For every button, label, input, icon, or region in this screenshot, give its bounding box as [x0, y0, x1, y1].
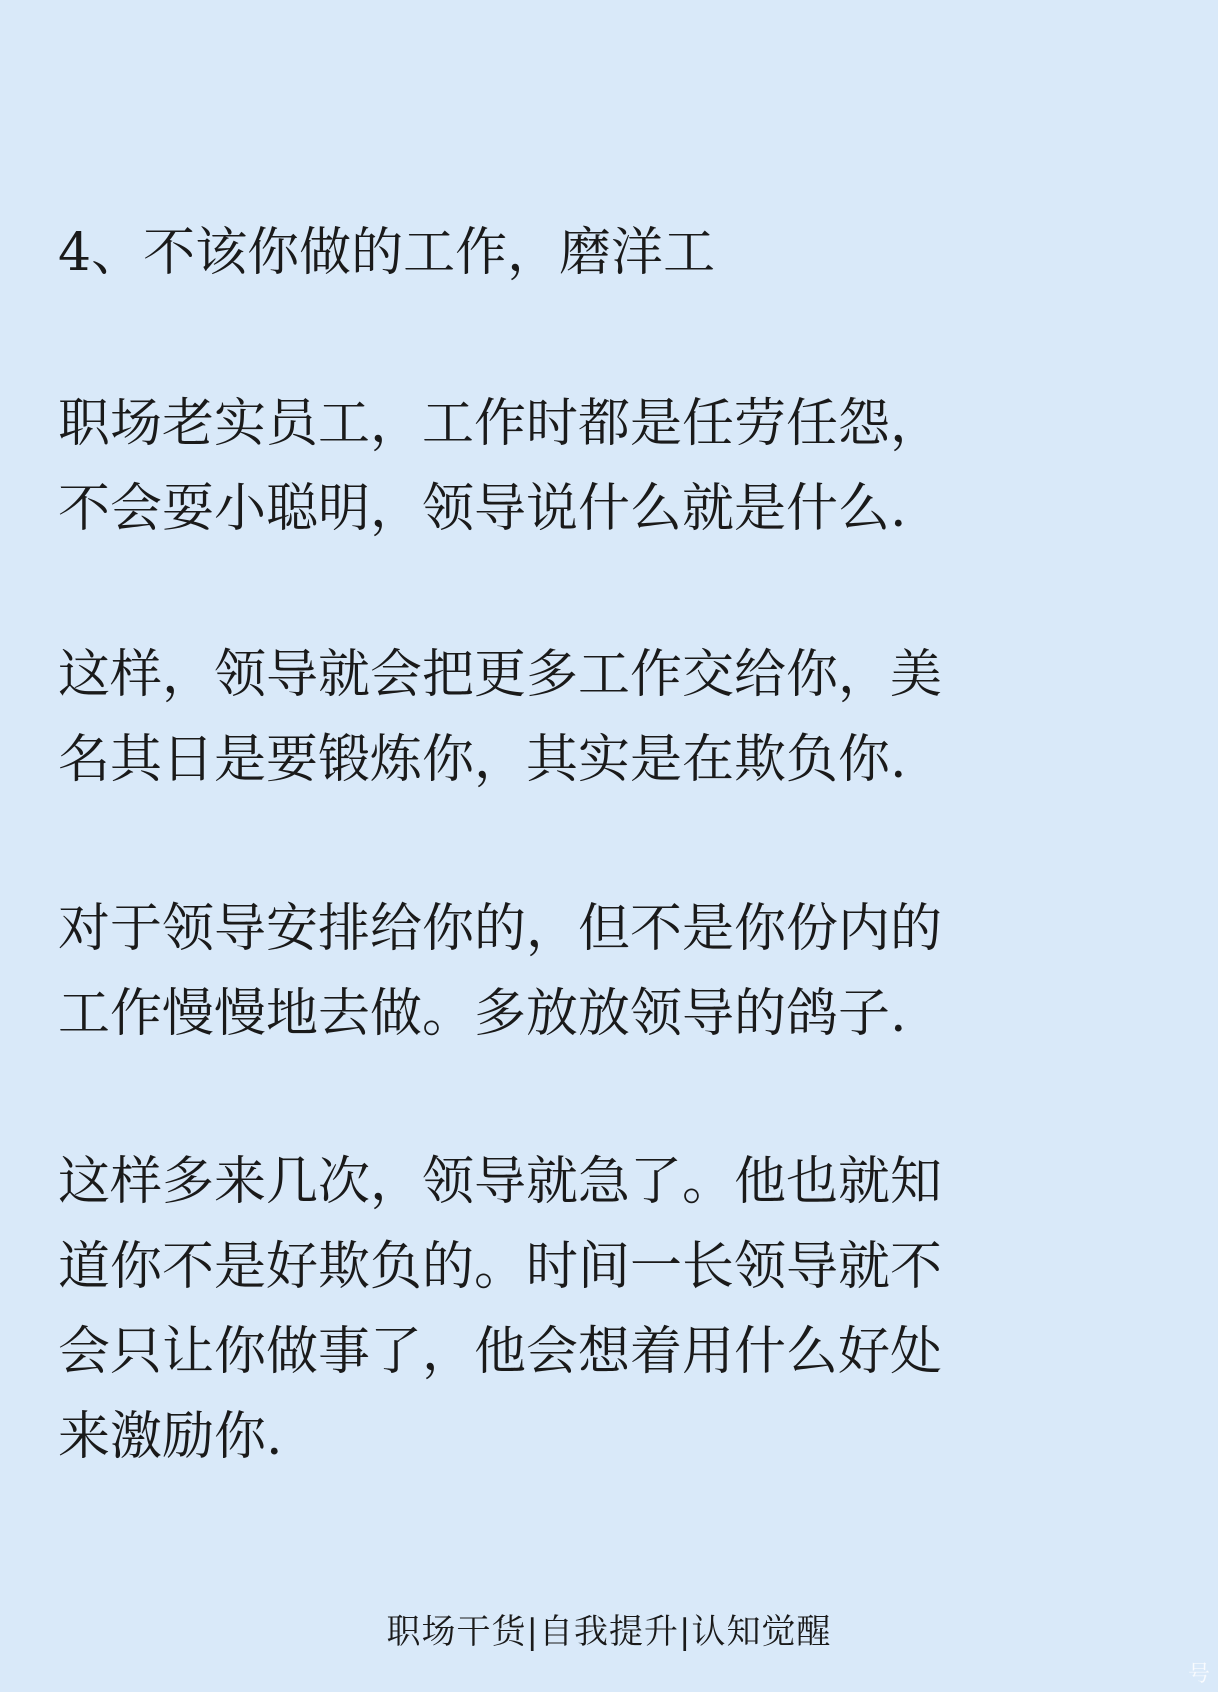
paragraph-line: 名其日是要锻炼你，其实是在欺负你.: [58, 730, 907, 790]
watermark: 号: [1187, 1662, 1210, 1687]
paragraph-2: [58, 633, 1168, 803]
paragraph-line: 对于领导安排给你的，但不是你份内的: [58, 899, 943, 959]
paragraph-line: 来激励你.: [58, 1407, 283, 1467]
paragraph-line: 这样，领导就会把更多工作交给你，美: [58, 645, 943, 705]
footer-tags: 职场干货|自我提升|认知觉醒: [386, 1612, 832, 1652]
paragraph-4: [58, 1140, 1168, 1480]
paragraph-3: [58, 887, 1168, 1057]
paragraph-line: 不会耍小聪明，领导说什么就是什么.: [58, 479, 907, 539]
paragraph-1: [58, 382, 1168, 552]
paragraph-line: 会只让你做事了，他会想着用什么好处: [58, 1322, 943, 1382]
paragraph-line: 道你不是好欺负的。时间一长领导就不: [58, 1237, 943, 1297]
section-heading: 4、不该你做的工作，磨洋工: [58, 223, 716, 283]
paragraph-line: 职场老实员工，工作时都是任劳任怨，: [58, 394, 943, 454]
paragraph-line: 工作慢慢地去做。多放放领导的鸽子.: [58, 984, 907, 1044]
paragraph-line: 这样多来几次，领导就急了。他也就知: [58, 1152, 943, 1212]
